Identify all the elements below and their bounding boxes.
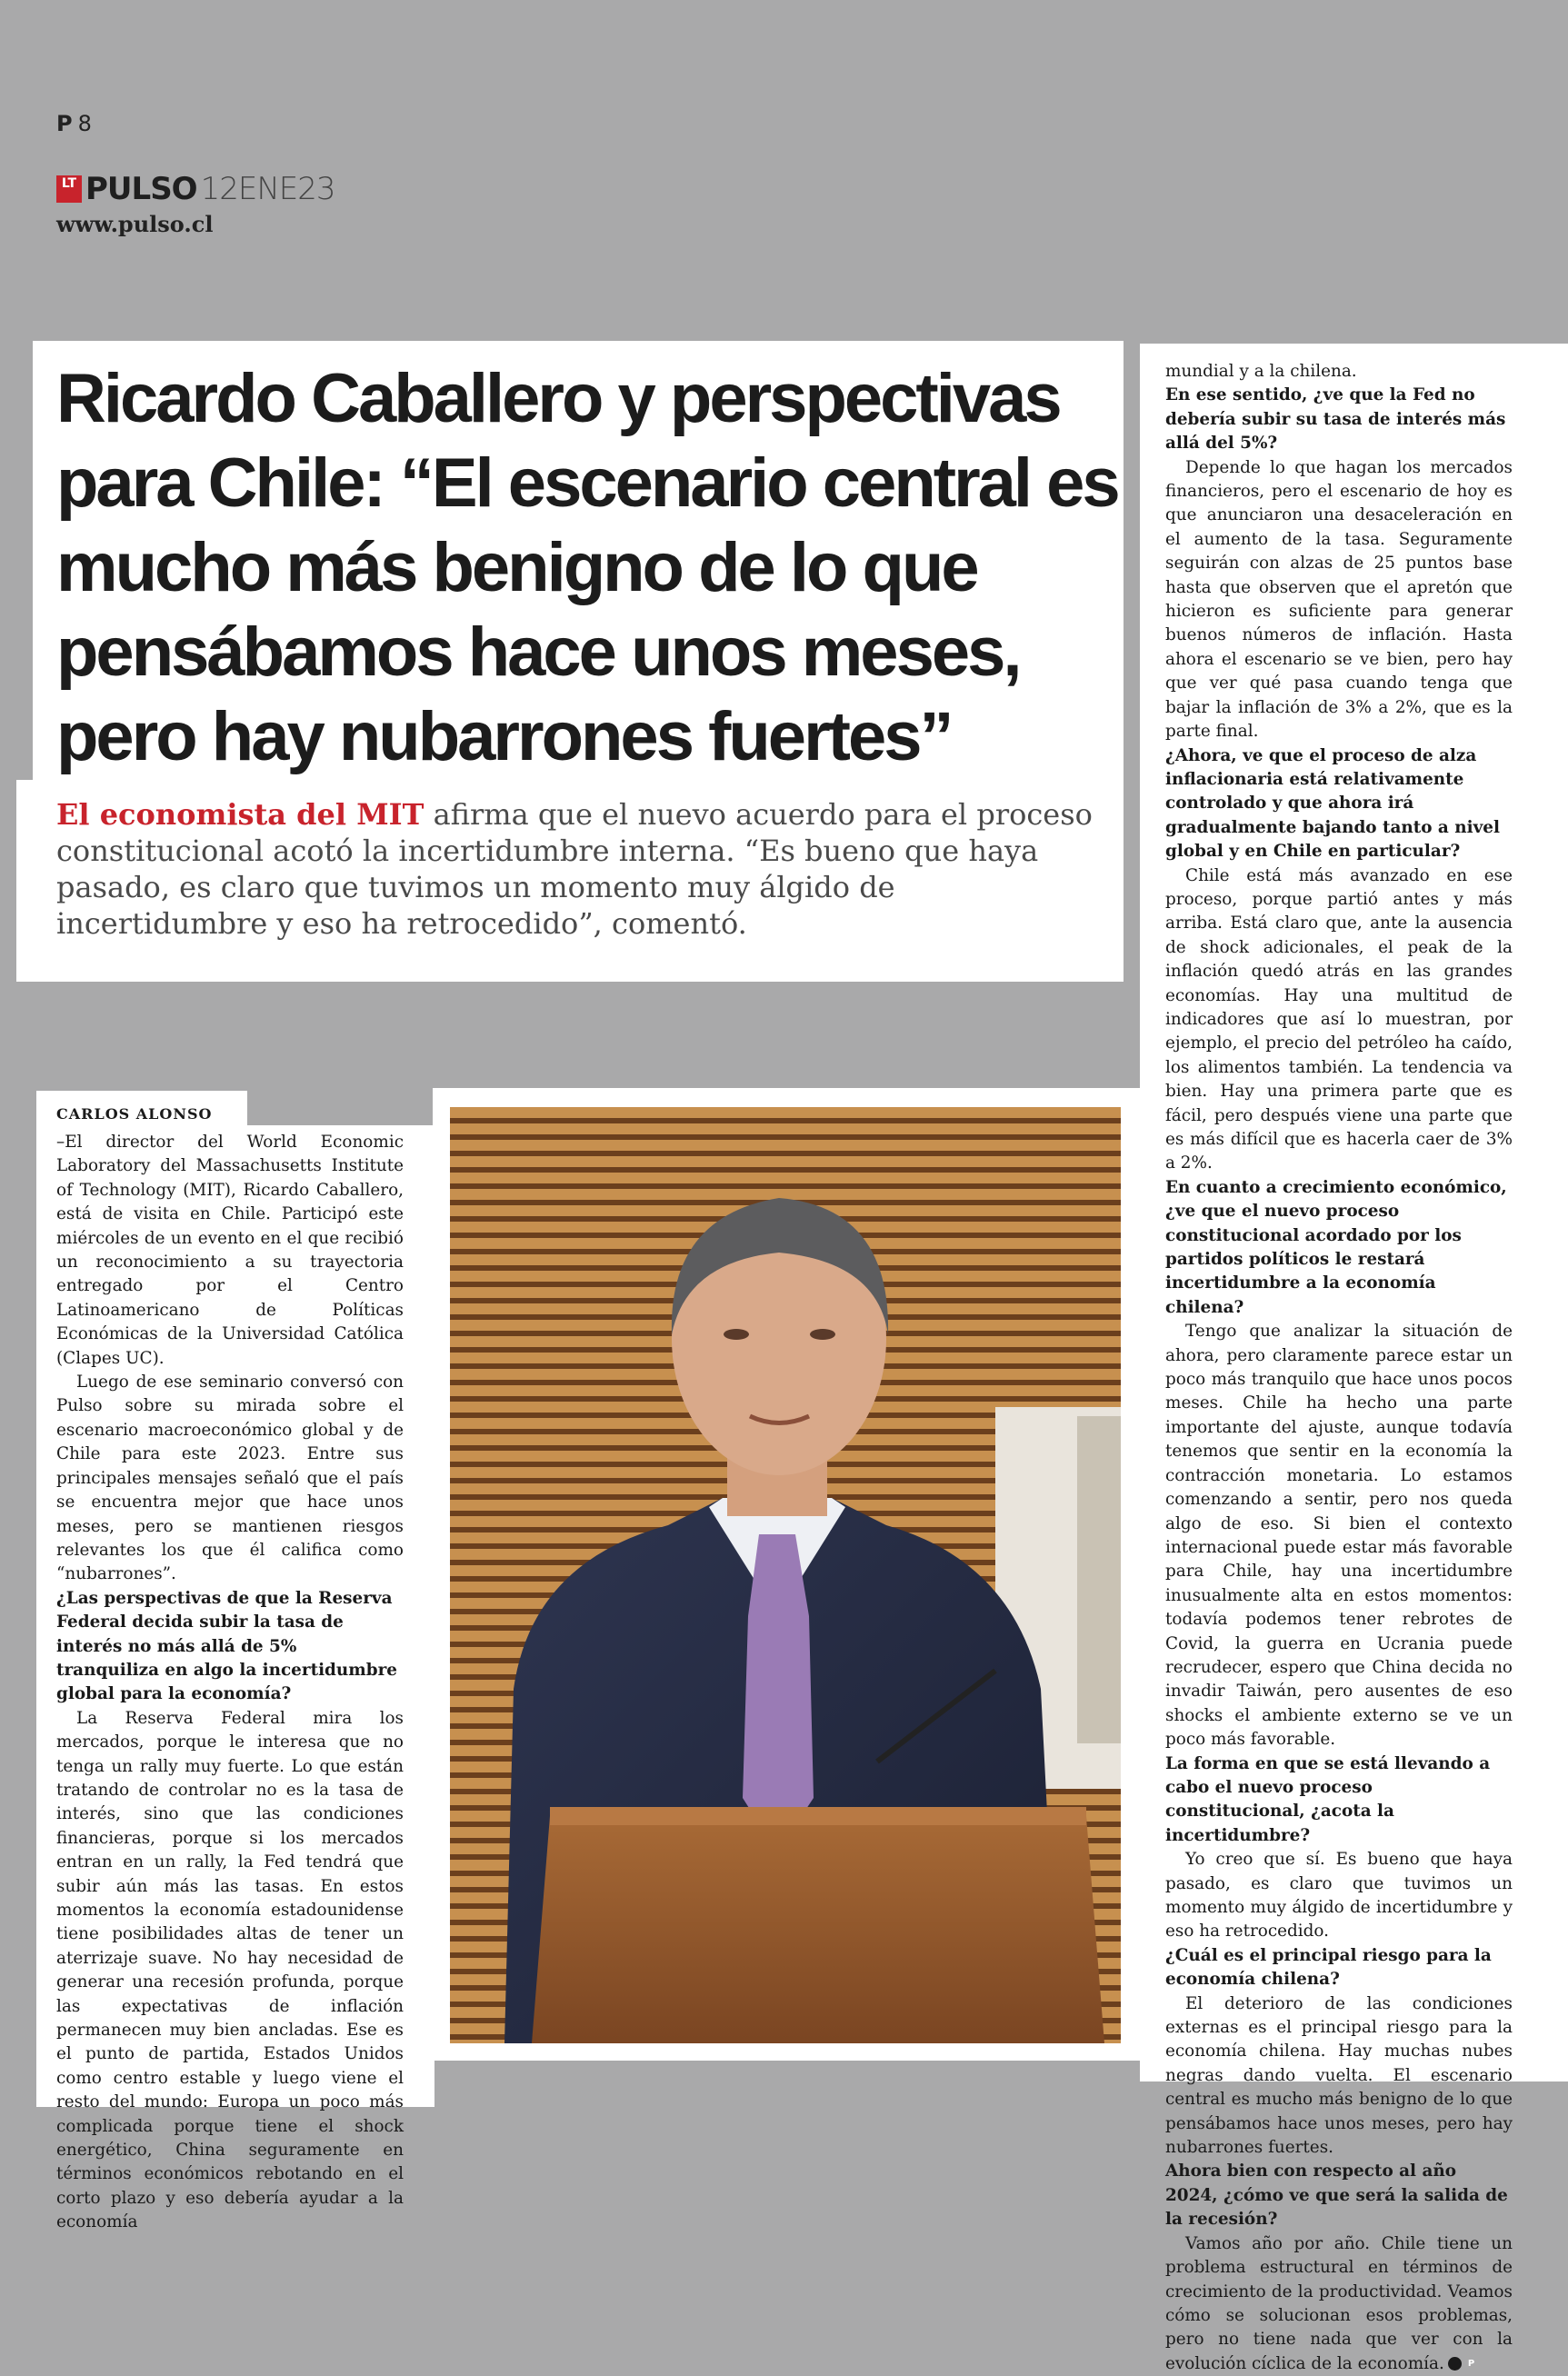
end-of-article-icon: P <box>1448 2357 1462 2371</box>
speaker-at-podium-photo-icon <box>450 1107 1121 2043</box>
masthead <box>56 171 335 207</box>
right-column <box>1165 360 1513 2376</box>
article-paragraph: Vamos año por año. Chile tiene un problema estructural en términos de crecimiento de la productividad. Veamos cómo se solucionan esos problemas, pero no tiene nada que ver con la evolución cíclica de la economía. P <box>1165 2233 1513 2373</box>
interview-question: En cuanto a crecimiento económico, ¿ve que el nuevo proceso constitucional acordado por los partidos políticos le restará incertidumbre a la economía chilena? <box>1165 1177 1507 1317</box>
article-paragraph: Chile está más avanzado en ese proceso, porque partió antes y más arriba. Está claro que, ante la ausencia de shock adicionales, el peak de la inflación quedó atrás en las grandes economías. Hay una multitud de indicadores que así lo muestran, por ejemplo, el precio del petróleo ha caído, los alimentos también. La tendencia va bien. Hay una primera parte que es fácil, pero después viene una parte que es más difícil que es hacerla caer de 3% a 2%. <box>1165 865 1513 1173</box>
article-paragraph: mundial y a la chilena. <box>1165 362 1357 381</box>
article-paragraph: La Reserva Federal mira los mercados, porque le interesa que no tenga un rally muy fuerte. Lo que están tratando de controlar no es la tasa de interés, sino que las condiciones financieras, porque si los mercados entran en un rally, la Fed tendrá que subir aún más las tasas. En estos momentos la economía estadounidense tiene posibilidades altas de tener un aterrizaje suave. No hay necesidad de generar una recesión profunda, porque las expectativas de inflación permanecen muy bien ancladas. Ese es el punto de partida, Estados Unidos como centro estable y luego viene el resto del mundo: Europa un poco más complicada porque tiene el shock energético, China seguramente en términos económicos rebotando en el corto plazo y eso debería ayudar a la economía <box>56 1708 404 2232</box>
article-paragraph: Tengo que analizar la situación de ahora, pero claramente parece estar un poco más tranquilo que hace unos pocos meses. Chile ha hecho una parte importante del ajuste, aunque todavía tenemos que sentir en la economía la contracción monetaria. Lo estamos comenzando a sentir, pero nos queda algo de eso. Si bien el contexto internacional puede estar más favorable para Chile, hay una incertidumbre inusualmente alta en estos momentos: todavía podemos tener rebrotes de Covid, la guerra en Ucrania puede recrudecer, espero que China decida no invadir Taiwán, pero ausentes de eso shocks el ambiente externo se ve un poco más favorable. <box>1165 1322 1513 1750</box>
subhead-text: afirma que el nuevo acuerdo para el proceso constitucional acotó la incertidumbre interna. “Es bueno que haya pasado, es claro que tuvimos un momento muy álgido de incertidumbre y eso ha retrocedido”, comentó. <box>56 797 1093 941</box>
byline: CARLOS ALONSO <box>56 1105 213 1123</box>
interview-question: ¿Cuál es el principal riesgo para la economía chilena? <box>1165 1945 1492 1990</box>
interview-question: La forma en que se está llevando a cabo el nuevo proceso constitucional, ¿acota la incertidumbre? <box>1165 1753 1491 1845</box>
page-number: P 8 <box>56 111 92 136</box>
interview-question: Ahora bien con respecto al año 2024, ¿cómo ve que será la salida de la recesión? <box>1165 2161 1508 2230</box>
interview-question: ¿Ahora, ve que el proceso de alza inflacionaria está relativamente controlado y que ahora irá gradualmente bajando tanto a nivel global y en Chile en particular? <box>1165 745 1500 862</box>
article-paragraph: Luego de ese seminario conversó con Pulso sobre su mirada sobre el escenario macroeconómico global y de Chile para este 2023. Entre sus principales mensajes señaló que el país se encuentra mejor que hace unos meses, pero se mantienen riesgos relevantes los que él califica como “nubarrones”. <box>56 1373 404 1584</box>
headline: Ricardo Caballero y perspectivas para Chile: “El escenario central es mucho más benigno de lo que pensábamos hace unos meses, pero hay nubarrones fuertes” <box>56 360 1118 775</box>
lt-logo-icon: LT <box>56 175 82 203</box>
subhead <box>56 796 1093 942</box>
article-paragraph: Depende lo que hagan los mercados financieros, pero el escenario de hoy es que anunciaron una desaceleración en el aumento de la tasa. Seguramente seguirán con alzas de 25 puntos base hasta que observen que el apretón que hicieron es suficiente para generar buenos números de inflación. Hasta ahora el escenario se ve bien, pero hay que ver qué pasa cuando tenga que bajar la inflación de 3% a 2%, que es la parte final. <box>1165 457 1513 742</box>
speaker-photo <box>450 1107 1121 2043</box>
interview-question: En ese sentido, ¿ve que la Fed no debería subir su tasa de interés más allá del 5%? <box>1165 385 1506 454</box>
left-column <box>56 1131 404 2235</box>
brand-name: PULSO <box>85 171 197 207</box>
article-paragraph: El deterioro de las condiciones externas es el principal riesgo para la economía chilena. Hay muchas nubes negras dando vuelta. El escenario central es mucho más benigno de lo que pensábamos hace unos meses, pero hay nubarrones fuertes. <box>1165 1993 1513 2158</box>
article-paragraph: Yo creo que sí. Es bueno que haya pasado, es claro que tuvimos un momento muy álgido de incertidumbre y eso ha retrocedido. <box>1165 1850 1513 1942</box>
subhead-highlight: El economista del MIT <box>56 797 424 832</box>
article-paragraph: –El director del World Economic Laboratory del Massachusetts Institute of Technology (MIT), Ricardo Caballero, está de visita en Chile. Participó este miércoles de un evento en el que recibió un reconocimiento a su trayectoria entregado por el Centro Latinoamericano de Políticas Económicas de la Universidad Católica (Clapes UC). <box>56 1133 404 1368</box>
issue-date: 12ENE23 <box>200 171 335 207</box>
interview-question: ¿Las perspectivas de que la Reserva Federal decida subir la tasa de interés no más allá de 5% tranquiliza en algo la incertidumbre global para la economía? <box>56 1588 397 1704</box>
site-url[interactable]: www.pulso.cl <box>56 211 214 237</box>
